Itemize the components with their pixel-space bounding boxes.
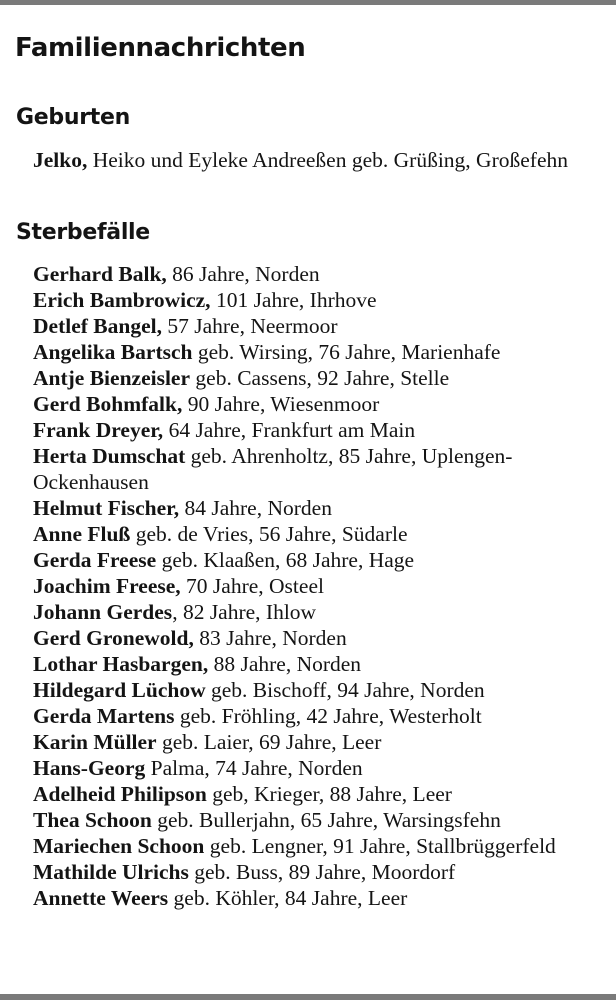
- death-entry: [33, 313, 603, 339]
- birth-name: Jelko,: [33, 148, 88, 172]
- death-entry: [33, 547, 603, 573]
- death-entry: [33, 703, 603, 729]
- death-name: Mathilde Ulrichs: [33, 860, 189, 884]
- death-name: Angelika Bartsch: [33, 340, 193, 364]
- death-name: Hans-Georg: [33, 756, 146, 780]
- death-details: geb. de Vries, 56 Jahre, Südarle: [130, 522, 408, 546]
- death-entry: [33, 807, 603, 833]
- deaths-list: [33, 261, 603, 911]
- death-details: geb. Klaaßen, 68 Jahre, Hage: [156, 548, 415, 572]
- death-details: geb. Ahrenholtz, 85 Jahre, Uplengen-Ockenhausen: [33, 444, 513, 494]
- death-entry: [33, 729, 603, 755]
- death-name: Gerd Gronewold,: [33, 626, 194, 650]
- death-entry: [33, 781, 603, 807]
- death-details: geb. Bischoff, 94 Jahre, Norden: [205, 678, 485, 702]
- death-details: 86 Jahre, Norden: [166, 262, 320, 286]
- death-details: 57 Jahre, Neermoor: [161, 314, 338, 338]
- death-details: geb, Krieger, 88 Jahre, Leer: [206, 782, 452, 806]
- death-name: Mariechen Schoon: [33, 834, 205, 858]
- death-name: Karin Müller: [33, 730, 157, 754]
- death-name: Annette Weers: [33, 886, 169, 910]
- death-entry: [33, 521, 603, 547]
- death-details: geb. Wirsing, 76 Jahre, Marienhafe: [192, 340, 501, 364]
- birth-details: Heiko und Eyleke Andreeßen geb. Grüßing, Großefehn: [87, 148, 568, 172]
- death-name: Gerhard Balk,: [33, 262, 167, 286]
- bottom-rule: [0, 994, 616, 1000]
- death-details: geb. Bullerjahn, 65 Jahre, Warsingsfehn: [151, 808, 501, 832]
- death-details: geb. Köhler, 84 Jahre, Leer: [168, 886, 408, 910]
- death-details: 101 Jahre, Ihrhove: [210, 288, 377, 312]
- death-entry: [33, 677, 603, 703]
- death-name: Anne Fluß: [33, 522, 131, 546]
- death-entry: [33, 885, 603, 911]
- births-heading: Geburten: [16, 105, 130, 130]
- death-entry: [33, 261, 603, 287]
- death-name: Frank Dreyer,: [33, 418, 164, 442]
- page-title: Familiennachrichten: [15, 33, 306, 63]
- death-details: geb. Buss, 89 Jahre, Moordorf: [188, 860, 456, 884]
- death-entry: [33, 391, 603, 417]
- death-name: Gerda Martens: [33, 704, 175, 728]
- death-name: Hildegard Lüchow: [33, 678, 206, 702]
- death-name: Thea Schoon: [33, 808, 152, 832]
- death-details: geb. Cassens, 92 Jahre, Stelle: [190, 366, 450, 390]
- death-details: 83 Jahre, Norden: [193, 626, 347, 650]
- top-rule: [0, 0, 616, 5]
- death-details: 70 Jahre, Osteel: [180, 574, 324, 598]
- death-entry: [33, 339, 603, 365]
- death-details: Palma, 74 Jahre, Norden: [145, 756, 363, 780]
- death-name: Antje Bienzeisler: [33, 366, 191, 390]
- death-entry: [33, 625, 603, 651]
- births-list: [33, 147, 603, 173]
- death-entry: [33, 599, 603, 625]
- death-name: Helmut Fischer,: [33, 496, 180, 520]
- death-name: Gerd Bohmfalk,: [33, 392, 183, 416]
- death-name: Detlef Bangel,: [33, 314, 162, 338]
- death-entry: [33, 365, 603, 391]
- birth-entry: [33, 147, 603, 173]
- death-details: geb. Fröhling, 42 Jahre, Westerholt: [174, 704, 482, 728]
- death-entry: [33, 417, 603, 443]
- death-details: geb. Laier, 69 Jahre, Leer: [156, 730, 382, 754]
- death-entry: [33, 495, 603, 521]
- death-entry: [33, 573, 603, 599]
- death-entry: [33, 833, 603, 859]
- death-details: 84 Jahre, Norden: [179, 496, 332, 520]
- death-name: Gerda Freese: [33, 548, 157, 572]
- death-entry: [33, 443, 603, 495]
- death-name: Johann Gerdes: [33, 600, 173, 624]
- death-details: 90 Jahre, Wiesenmoor: [182, 392, 380, 416]
- death-name: Erich Bambrowicz,: [33, 288, 211, 312]
- deaths-heading: Sterbefälle: [16, 220, 150, 245]
- death-details: geb. Lengner, 91 Jahre, Stallbrüggerfeld: [204, 834, 556, 858]
- death-name: Joachim Freese,: [33, 574, 181, 598]
- death-entry: [33, 859, 603, 885]
- death-entry: [33, 651, 603, 677]
- death-name: Herta Dumschat: [33, 444, 186, 468]
- death-name: Lothar Hasbargen,: [33, 652, 209, 676]
- death-name: Adelheid Philipson: [33, 782, 207, 806]
- death-entry: [33, 755, 603, 781]
- death-details: 64 Jahre, Frankfurt am Main: [163, 418, 416, 442]
- death-details: 88 Jahre, Norden: [208, 652, 362, 676]
- death-entry: [33, 287, 603, 313]
- death-details: , 82 Jahre, Ihlow: [172, 600, 317, 624]
